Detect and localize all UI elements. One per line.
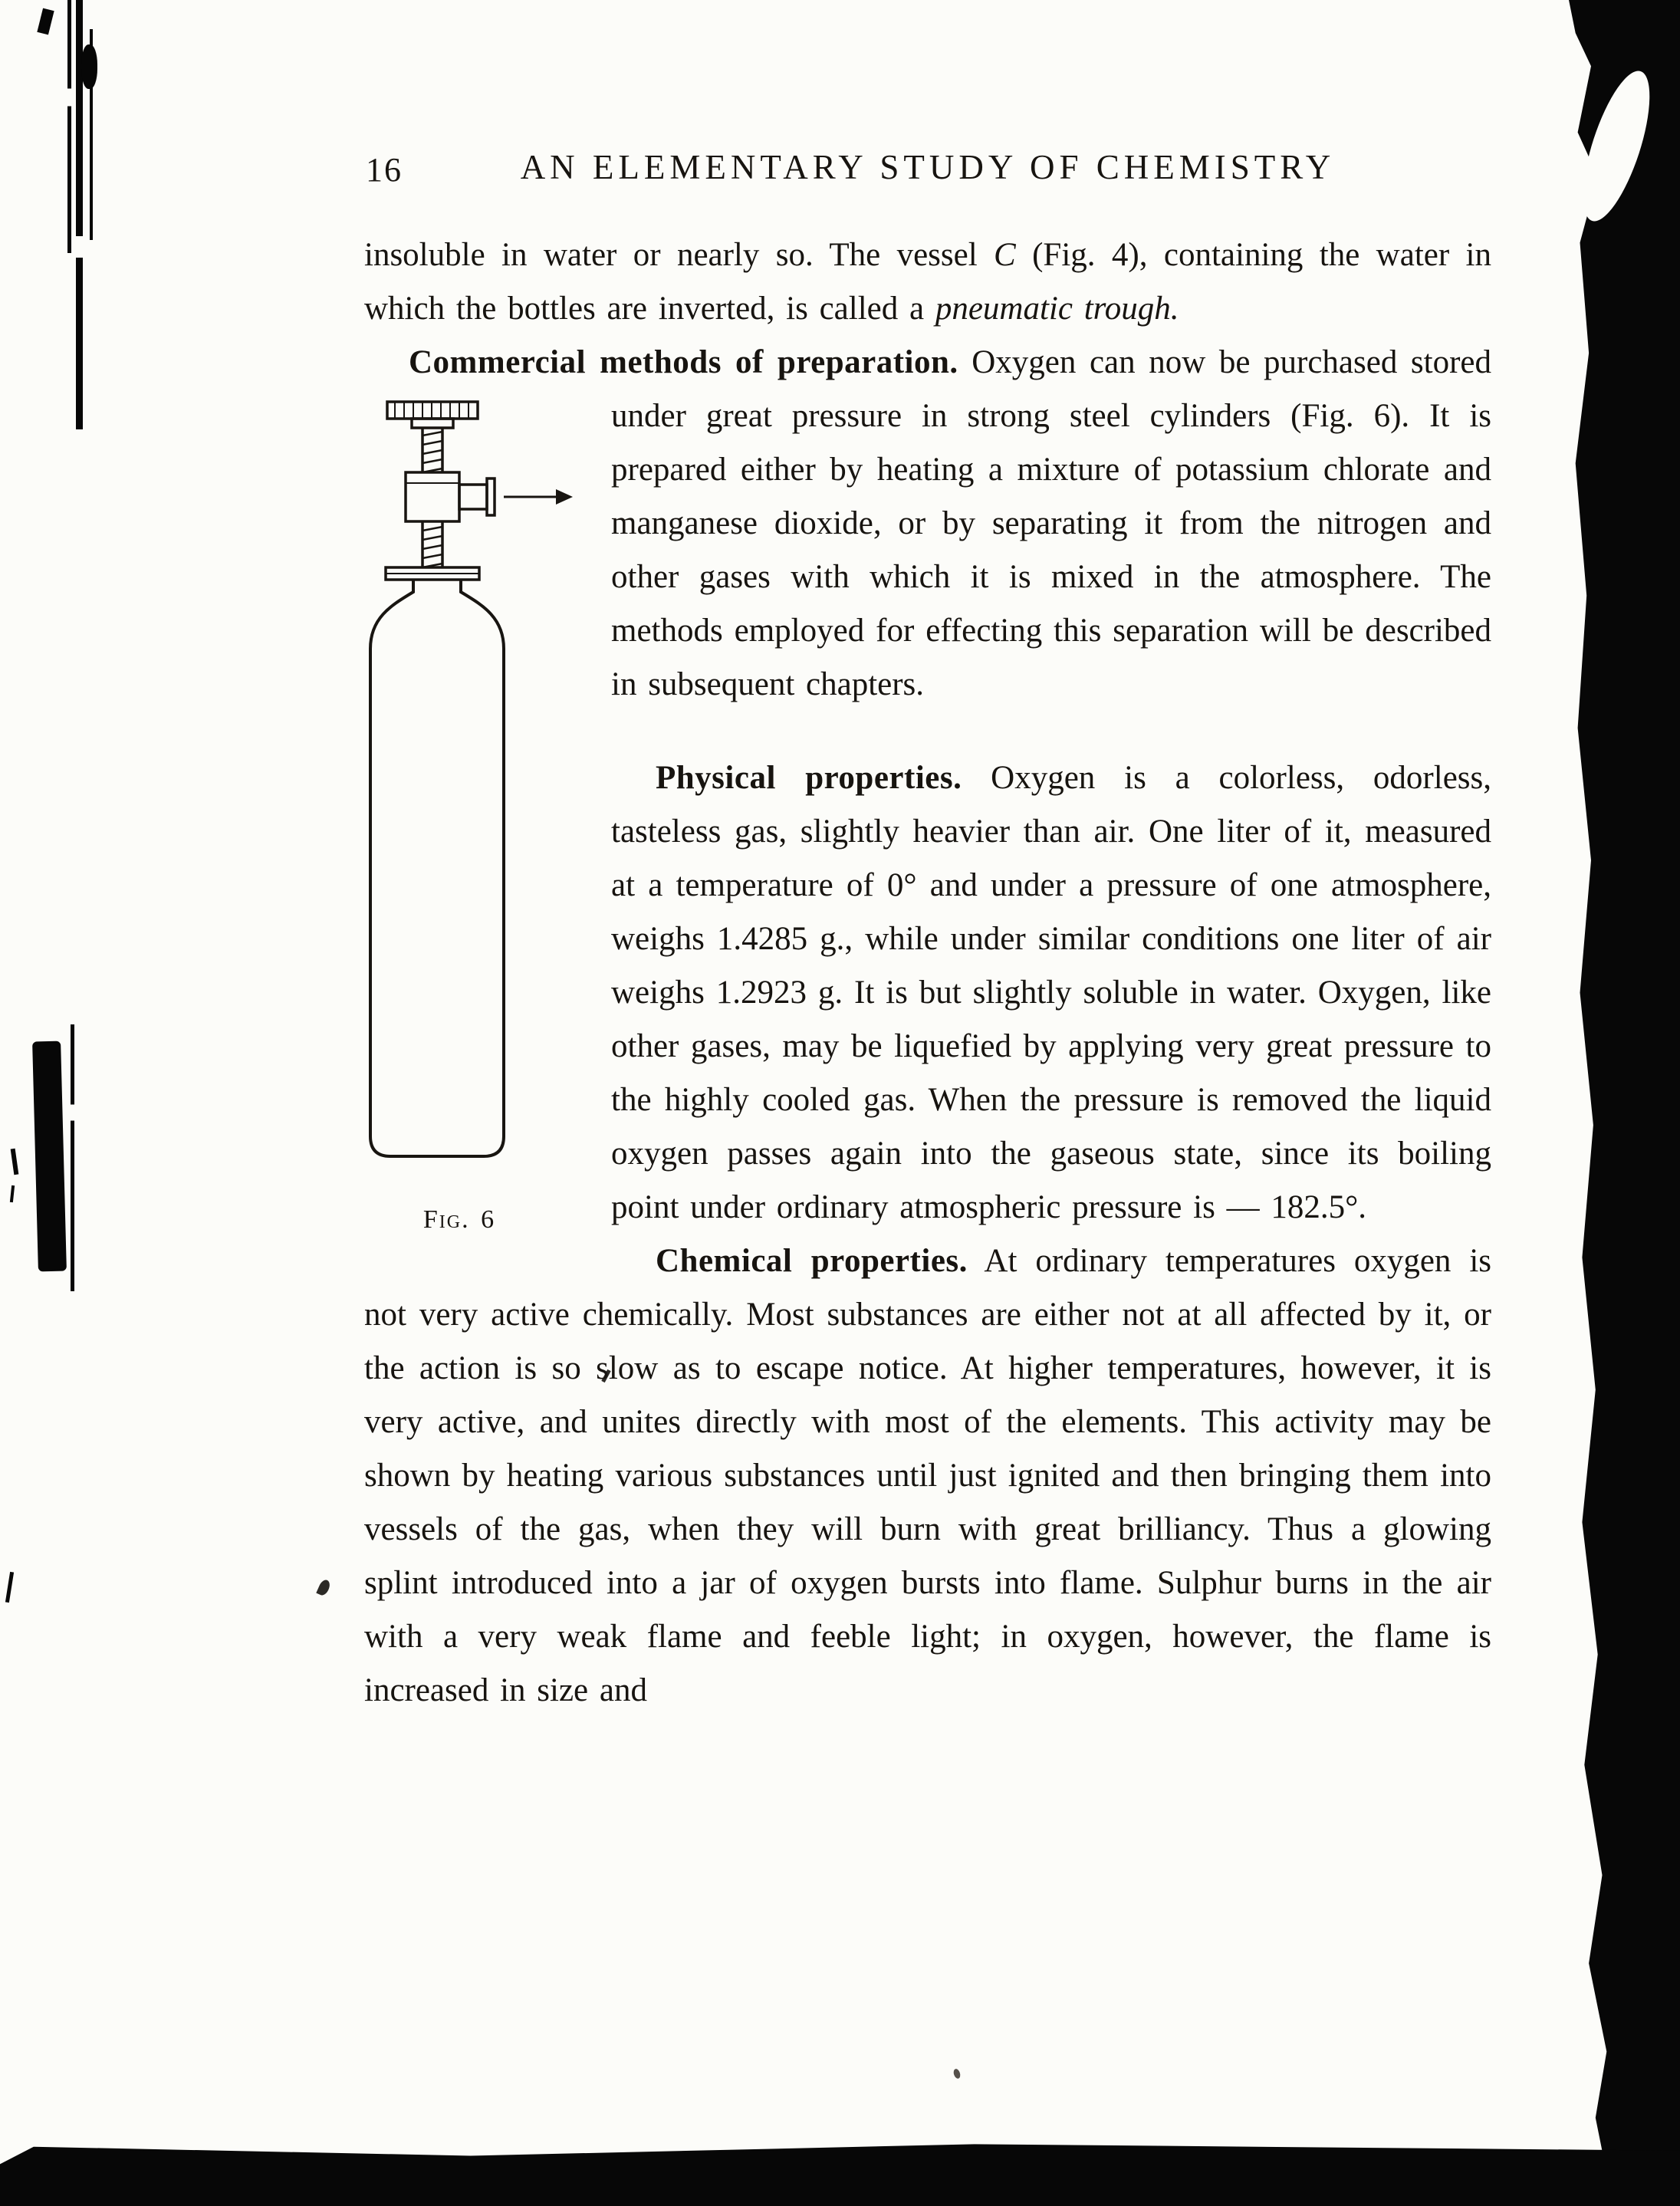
text-run: is prepared either by heating a mixture of potassium chlorate and manganese dioxide, or by separating it from the nitrogen and other gases with which it is mixed in the atmosphere. The methods employed for effecting this separation will be described in subsequent chapters.	[611, 398, 1491, 702]
valve-body	[406, 472, 495, 521]
cylinder-body	[370, 580, 504, 1156]
scan-artifact	[5, 1572, 14, 1603]
scan-artifact	[37, 8, 54, 35]
scan-artifact	[32, 1041, 67, 1272]
scan-artifact	[81, 44, 97, 89]
text-run: (Fig. 4), containing the water in which the bottles are inverted, is called a	[364, 237, 1491, 327]
text-run: At ordinary temperatures oxygen is not very active chemically. Most substances are either not at all affected by it, or the action is so slow as to escape notice. At higher temperatures, however, it is very active, and unites directly with most of the elements. This activity may be shown by heating various substances until just ignited and then bringing them into vessels of the gas, when they will burn with great brilliancy. Thus a glowing splint introduced into a jar of oxygen bursts into flame. Sulphur burns in the air with a very weak flame and feeble light; in oxygen, however, the flame is increased in size and	[364, 1243, 1492, 1708]
italic-run: C	[994, 237, 1016, 273]
scan-artifact-right-bar	[1569, 0, 1680, 2206]
running-head	[364, 147, 1491, 193]
text-column	[364, 147, 1491, 1718]
valve-handle-icon	[387, 402, 478, 428]
valve-stem-lower	[422, 521, 442, 567]
text-run: Oxygen can now be purchased stored under great pressure in strong steel cylinders (Fig. 6). It	[611, 344, 1491, 434]
italic-run: pneumatic trough.	[935, 291, 1179, 327]
scan-artifact	[10, 1185, 15, 1202]
scan-artifact	[71, 1024, 74, 1291]
bold-lead: Chemical properties.	[656, 1243, 968, 1279]
scan-artifact	[316, 1578, 331, 1596]
paragraph-chemical-properties	[364, 1235, 1491, 1718]
bold-lead: Commercial methods of preparation.	[409, 344, 958, 380]
scan-artifact	[67, 0, 71, 253]
valve-stem-upper	[422, 428, 442, 472]
scan-artifact-bottom-bar	[0, 2142, 1680, 2206]
text-run: insoluble in water or nearly so. The vessel	[364, 237, 995, 273]
running-title: AN ELEMENTARY STUDY OF CHEMISTRY	[520, 148, 1336, 186]
scan-artifact	[952, 2068, 962, 2079]
figure-6	[364, 396, 594, 1247]
cylinder-flange	[386, 567, 479, 580]
bold-lead: Physical properties.	[656, 760, 962, 796]
scan-artifact	[11, 1149, 19, 1175]
gas-cylinder-illustration	[364, 396, 594, 1185]
paragraph-pneumatic-trough	[364, 228, 1491, 336]
outlet-arrow-icon	[504, 489, 573, 505]
text-run: Oxygen is a colorless, odorless, tasteless gas, slightly heavier than air. One liter of it, measured at a temperature of 0° and under a pressure of one atmosphere, weighs 1.4285 g., while under similar conditions one liter of air weighs 1.2923 g. It is but slightly soluble in water. Oxygen, like other gases, may be liquefied by applying very great pressure to the highly cooled gas. When the pressure is removed the liquid oxygen passes again into the gaseous state, since its boiling point under ordinary atmospheric pressure is — 182.5°.	[611, 760, 1491, 1225]
page-number: 16	[366, 151, 403, 189]
figure-caption: Fig. 6	[422, 1205, 496, 1234]
